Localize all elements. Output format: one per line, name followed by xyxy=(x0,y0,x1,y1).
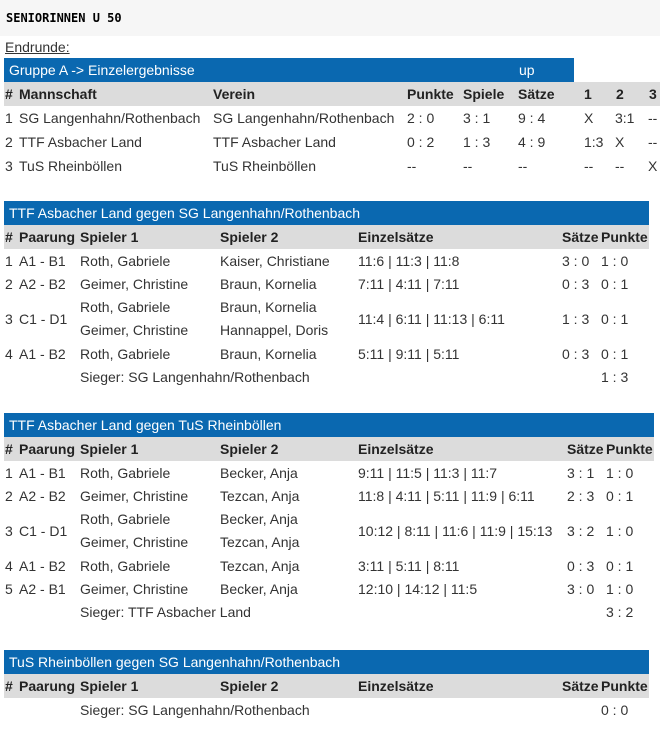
player1-name: Geimer, Christine xyxy=(80,276,189,292)
player1-partner-name: Geimer, Christine xyxy=(80,322,189,338)
player1-name: Roth, Gabriele xyxy=(80,558,171,574)
player2-partner-name: Tezcan, Anja xyxy=(220,534,300,550)
match-title: TTF Asbacher Land gegen SG Langenhahn/Rothenbach xyxy=(9,205,361,221)
group-vs-1: 1:3 xyxy=(584,134,604,150)
sets-result: 0 : 3 xyxy=(567,558,595,574)
sets-result: 3 : 0 xyxy=(562,253,590,269)
match-title: TuS Rheinböllen gegen SG Langenhahn/Rothenbach xyxy=(9,654,341,670)
group-vs-3: X xyxy=(648,158,658,174)
sets-result: 2 : 3 xyxy=(567,488,595,504)
row-number: 1 xyxy=(5,465,13,481)
header-rank: # xyxy=(5,678,13,694)
row-pairing: A1 - B1 xyxy=(19,465,66,481)
row-number: 2 xyxy=(5,276,13,292)
header-sets: Sätze xyxy=(567,441,604,457)
row-number: 2 xyxy=(5,488,13,504)
row-pairing: A1 - B2 xyxy=(19,558,66,574)
set-scores: 3:11 | 5:11 | 8:11 xyxy=(358,558,460,574)
set-scores: 11:6 | 11:3 | 11:8 xyxy=(358,253,460,269)
set-scores: 12:10 | 14:12 | 11:5 xyxy=(358,581,478,597)
set-scores: 11:4 | 6:11 | 11:13 | 6:11 xyxy=(358,311,505,327)
match-title: TTF Asbacher Land gegen TuS Rheinböllen xyxy=(9,417,282,433)
header-points: Punkte xyxy=(601,229,648,245)
match-result: 1 : 3 xyxy=(601,369,629,385)
winner-label: Sieger: TTF Asbacher Land xyxy=(80,604,251,620)
row-number: 4 xyxy=(5,558,13,574)
row-pairing: A2 - B2 xyxy=(19,276,66,292)
row-pairing: A2 - B1 xyxy=(19,581,66,597)
group-club: TTF Asbacher Land xyxy=(213,134,336,150)
points-result: 1 : 0 xyxy=(606,581,634,597)
group-sets: 9 : 4 xyxy=(518,110,546,126)
points-result: 1 : 0 xyxy=(606,465,634,481)
player1-name: Geimer, Christine xyxy=(80,488,189,504)
points-result: 0 : 1 xyxy=(606,488,634,504)
row-pairing: A1 - B1 xyxy=(19,253,66,269)
header-set-scores: Einzelsätze xyxy=(358,441,434,457)
player1-name: Roth, Gabriele xyxy=(80,299,171,315)
group-team: SG Langenhahn/Rothenbach xyxy=(19,110,201,126)
sets-result: 3 : 1 xyxy=(567,465,595,481)
header-rank: # xyxy=(5,441,13,457)
group-rank: 1 xyxy=(5,110,13,126)
group-rank: 3 xyxy=(5,158,13,174)
group-sets: -- xyxy=(518,158,528,174)
group-points: 2 : 0 xyxy=(407,110,435,126)
sets-result: 3 : 2 xyxy=(567,523,595,539)
match-title-bar xyxy=(4,650,649,674)
set-scores: 11:8 | 4:11 | 5:11 | 11:9 | 6:11 xyxy=(358,488,535,504)
group-games: -- xyxy=(463,158,473,174)
player1-name: Roth, Gabriele xyxy=(80,253,171,269)
player2-name: Becker, Anja xyxy=(220,465,298,481)
player1-name: Roth, Gabriele xyxy=(80,346,171,362)
header-set-scores: Einzelsätze xyxy=(358,229,434,245)
match-header-row xyxy=(4,437,654,461)
player2-name: Braun, Kornelia xyxy=(220,346,317,362)
set-scores: 5:11 | 9:11 | 5:11 xyxy=(358,346,460,362)
header-sets: Sätze xyxy=(562,229,599,245)
row-pairing: A2 - B2 xyxy=(19,488,66,504)
player1-partner-name: Geimer, Christine xyxy=(80,534,189,550)
sets-result: 0 : 3 xyxy=(562,276,590,292)
header-player1: Spieler 1 xyxy=(80,441,139,457)
group-games: 3 : 1 xyxy=(463,110,491,126)
header-player2: Spieler 2 xyxy=(220,229,279,245)
player2-partner-name: Hannappel, Doris xyxy=(220,322,329,338)
header-col1: 1 xyxy=(584,86,592,102)
header-pairing: Paarung xyxy=(19,441,76,457)
points-result: 1 : 0 xyxy=(601,253,629,269)
group-header-row xyxy=(4,82,660,106)
header-player1: Spieler 1 xyxy=(80,229,139,245)
group-vs-1: X xyxy=(584,110,594,126)
player2-name: Becker, Anja xyxy=(220,511,298,527)
row-number: 3 xyxy=(5,523,13,539)
row-number: 5 xyxy=(5,581,13,597)
set-scores: 9:11 | 11:5 | 11:3 | 11:7 xyxy=(358,465,498,481)
page-title: SENIORINNEN U 50 xyxy=(6,11,122,25)
group-points: -- xyxy=(407,158,417,174)
group-club: SG Langenhahn/Rothenbach xyxy=(213,110,395,126)
sets-result: 0 : 3 xyxy=(562,346,590,362)
row-pairing: C1 - D1 xyxy=(19,523,68,539)
player1-name: Roth, Gabriele xyxy=(80,511,171,527)
player2-name: Tezcan, Anja xyxy=(220,558,300,574)
header-rank: # xyxy=(5,86,13,102)
header-set-scores: Einzelsätze xyxy=(358,678,434,694)
group-games: 1 : 3 xyxy=(463,134,491,150)
header-points: Punkte xyxy=(407,86,454,102)
points-result: 0 : 1 xyxy=(601,311,629,327)
player1-name: Geimer, Christine xyxy=(80,581,189,597)
header-rank: # xyxy=(5,229,13,245)
player2-name: Braun, Kornelia xyxy=(220,299,317,315)
group-vs-2: 3:1 xyxy=(615,110,635,126)
header-games: Spiele xyxy=(463,86,505,102)
winner-label: Sieger: SG Langenhahn/Rothenbach xyxy=(80,702,310,718)
match-header-row xyxy=(4,225,649,249)
row-number: 4 xyxy=(5,346,13,362)
sets-result: 3 : 0 xyxy=(567,581,595,597)
header-points: Punkte xyxy=(601,678,648,694)
group-vs-3: -- xyxy=(648,134,658,150)
group-team: TuS Rheinböllen xyxy=(19,158,122,174)
header-player2: Spieler 2 xyxy=(220,441,279,457)
header-player1: Spieler 1 xyxy=(80,678,139,694)
header-pairing: Paarung xyxy=(19,678,76,694)
points-result: 0 : 1 xyxy=(601,276,629,292)
header-club: Verein xyxy=(213,86,256,102)
group-vs-1: -- xyxy=(584,158,594,174)
header-player2: Spieler 2 xyxy=(220,678,279,694)
group-club: TuS Rheinböllen xyxy=(213,158,316,174)
match-result: 3 : 2 xyxy=(606,604,634,620)
group-rank: 2 xyxy=(5,134,13,150)
row-pairing: A1 - B2 xyxy=(19,346,66,362)
player1-name: Roth, Gabriele xyxy=(80,465,171,481)
header-points: Punkte xyxy=(606,441,653,457)
set-scores: 7:11 | 4:11 | 7:11 xyxy=(358,276,460,292)
group-vs-2: X xyxy=(615,134,625,150)
header-pairing: Paarung xyxy=(19,229,76,245)
set-scores: 10:12 | 8:11 | 11:6 | 11:9 | 15:13 xyxy=(358,523,553,539)
player2-name: Becker, Anja xyxy=(220,581,298,597)
points-result: 1 : 0 xyxy=(606,523,634,539)
header-col2: 2 xyxy=(616,86,624,102)
player2-name: Tezcan, Anja xyxy=(220,488,300,504)
group-vs-3: -- xyxy=(648,110,658,126)
winner-label: Sieger: SG Langenhahn/Rothenbach xyxy=(80,369,310,385)
match-header-row xyxy=(4,674,649,698)
group-team: TTF Asbacher Land xyxy=(19,134,142,150)
header-sets: Sätze xyxy=(518,86,555,102)
group-title-bar xyxy=(4,58,574,82)
row-pairing: C1 - D1 xyxy=(19,311,68,327)
group-points: 0 : 2 xyxy=(407,134,435,150)
up-link[interactable]: up xyxy=(519,62,535,78)
group-vs-2: -- xyxy=(615,158,625,174)
group-title: Gruppe A -> Einzelergebnisse xyxy=(9,62,195,78)
match-result: 0 : 0 xyxy=(601,702,629,718)
group-sets: 4 : 9 xyxy=(518,134,546,150)
player2-name: Kaiser, Christiane xyxy=(220,253,330,269)
row-number: 1 xyxy=(5,253,13,269)
match-title-bar xyxy=(4,413,654,437)
row-number: 3 xyxy=(5,311,13,327)
header-sets: Sätze xyxy=(562,678,599,694)
player2-name: Braun, Kornelia xyxy=(220,276,317,292)
points-result: 0 : 1 xyxy=(601,346,629,362)
match-title-bar xyxy=(4,201,649,225)
endrunde-label: Endrunde: xyxy=(5,39,70,55)
header-team: Mannschaft xyxy=(19,86,97,102)
points-result: 0 : 1 xyxy=(606,558,634,574)
sets-result: 1 : 3 xyxy=(562,311,590,327)
header-col3: 3 xyxy=(649,86,657,102)
